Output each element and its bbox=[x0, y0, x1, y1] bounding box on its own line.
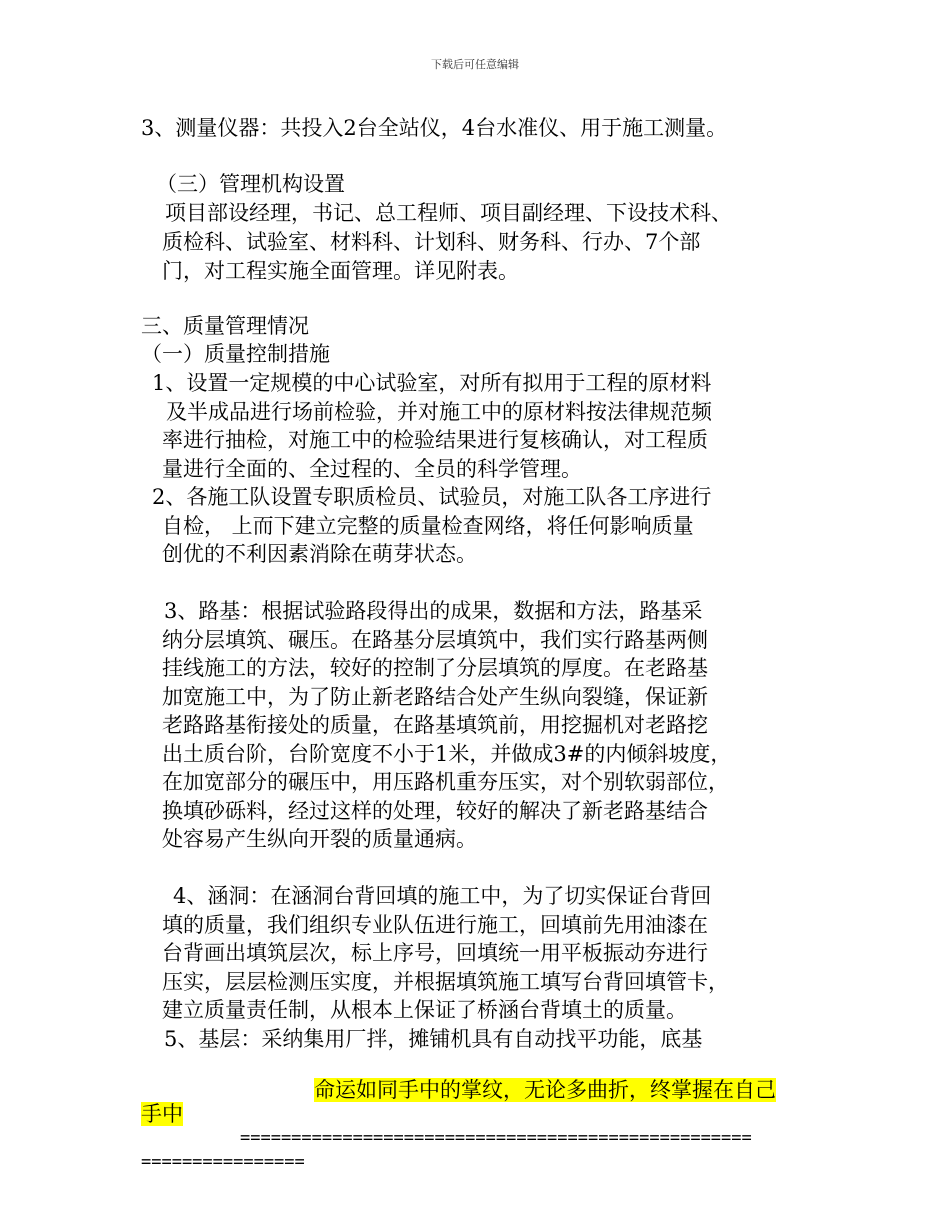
separator-rule: ================ bbox=[141, 1152, 305, 1172]
text-line: 出土质台阶，台阶宽度不小于1米，并做成3#的内倾斜坡度， bbox=[162, 742, 732, 766]
page-header: 下载后可任意编辑 bbox=[431, 58, 519, 71]
section-heading: 三、质量管理情况 bbox=[141, 314, 309, 338]
text-line: 加宽施工中，为了防止新老路结合处产生纵向裂缝，保证新 bbox=[162, 685, 708, 709]
text-line: 5、基层：采纳集用厂拌，摊铺机具有自动找平功能，底基 bbox=[164, 1027, 703, 1051]
text-line: 填的质量，我们组织专业队伍进行施工，回填前先用油漆在 bbox=[162, 913, 708, 937]
text-line: 4、涵洞：在涵洞台背回填的施工中，为了切实保证台背回 bbox=[173, 884, 712, 908]
text-line: 率进行抽检，对施工中的检验结果进行复核确认，对工程质 bbox=[162, 428, 708, 452]
text-line: 换填砂砾料，经过这样的处理，较好的解决了新老路基结合 bbox=[162, 799, 708, 823]
section-heading: （一）质量控制措施 bbox=[141, 342, 330, 366]
text-line: 压实，层层检测压实度，并根据填筑施工填写台背回填管卡， bbox=[162, 970, 729, 994]
text-line: 台背画出填筑层次，标上序号，回填统一用平板振动夯进行 bbox=[162, 941, 708, 965]
text-line: 3、路基：根据试验路段得出的成果，数据和方法，路基采 bbox=[164, 599, 703, 623]
motto-line bbox=[141, 1100, 183, 1128]
text-line: 建立质量责任制，从根本上保证了桥涵台背填土的质量。 bbox=[162, 998, 687, 1022]
motto-highlight: 手中 bbox=[141, 1102, 183, 1126]
text-line: 挂线施工的方法，较好的控制了分层填筑的厚度。在老路基 bbox=[162, 656, 708, 680]
text-line: 及半成品进行场前检验，并对施工中的原材料按法律规范频 bbox=[166, 400, 712, 424]
text-line: 项目部设经理，书记、总工程师、项目副经理、下设技术科、 bbox=[165, 201, 732, 225]
text-line: 量进行全面的、全过程的、全员的科学管理。 bbox=[162, 457, 582, 481]
text-line: 3、测量仪器：共投入2台全站仪，4台水准仪、用于施工测量。 bbox=[141, 116, 728, 140]
text-line: 门，对工程实施全面管理。详见附表。 bbox=[162, 259, 519, 283]
text-line: 2、各施工队设置专职质检员、试验员，对施工队各工序进行 bbox=[152, 485, 712, 509]
motto-highlight: 命运如同手中的掌纹，无论多曲折，终掌握在自己 bbox=[314, 1078, 776, 1102]
text-line: 创优的不利因素消除在萌芽状态。 bbox=[162, 542, 477, 566]
text-line: 1、设置一定规模的中心试验室，对所有拟用于工程的原材料 bbox=[152, 371, 712, 395]
text-line: 处容易产生纵向开裂的质量通病。 bbox=[162, 827, 477, 851]
section-heading: （三）管理机构设置 bbox=[156, 172, 345, 196]
motto-line bbox=[314, 1076, 776, 1104]
text-line: 老路路基衔接处的质量，在路基填筑前，用挖掘机对老路挖 bbox=[162, 713, 708, 737]
separator-rule: ================================================== bbox=[240, 1128, 752, 1148]
text-line: 纳分层填筑、碾压。在路基分层填筑中，我们实行路基两侧 bbox=[162, 628, 708, 652]
text-line: 质检科、试验室、材料科、计划科、财务科、行办、7个部 bbox=[162, 230, 701, 254]
text-line: 在加宽部分的碾压中，用压路机重夯压实，对个别软弱部位， bbox=[162, 770, 729, 794]
text-line: 自检， 上而下建立完整的质量检查网络，将任何影响质量 bbox=[162, 514, 694, 538]
